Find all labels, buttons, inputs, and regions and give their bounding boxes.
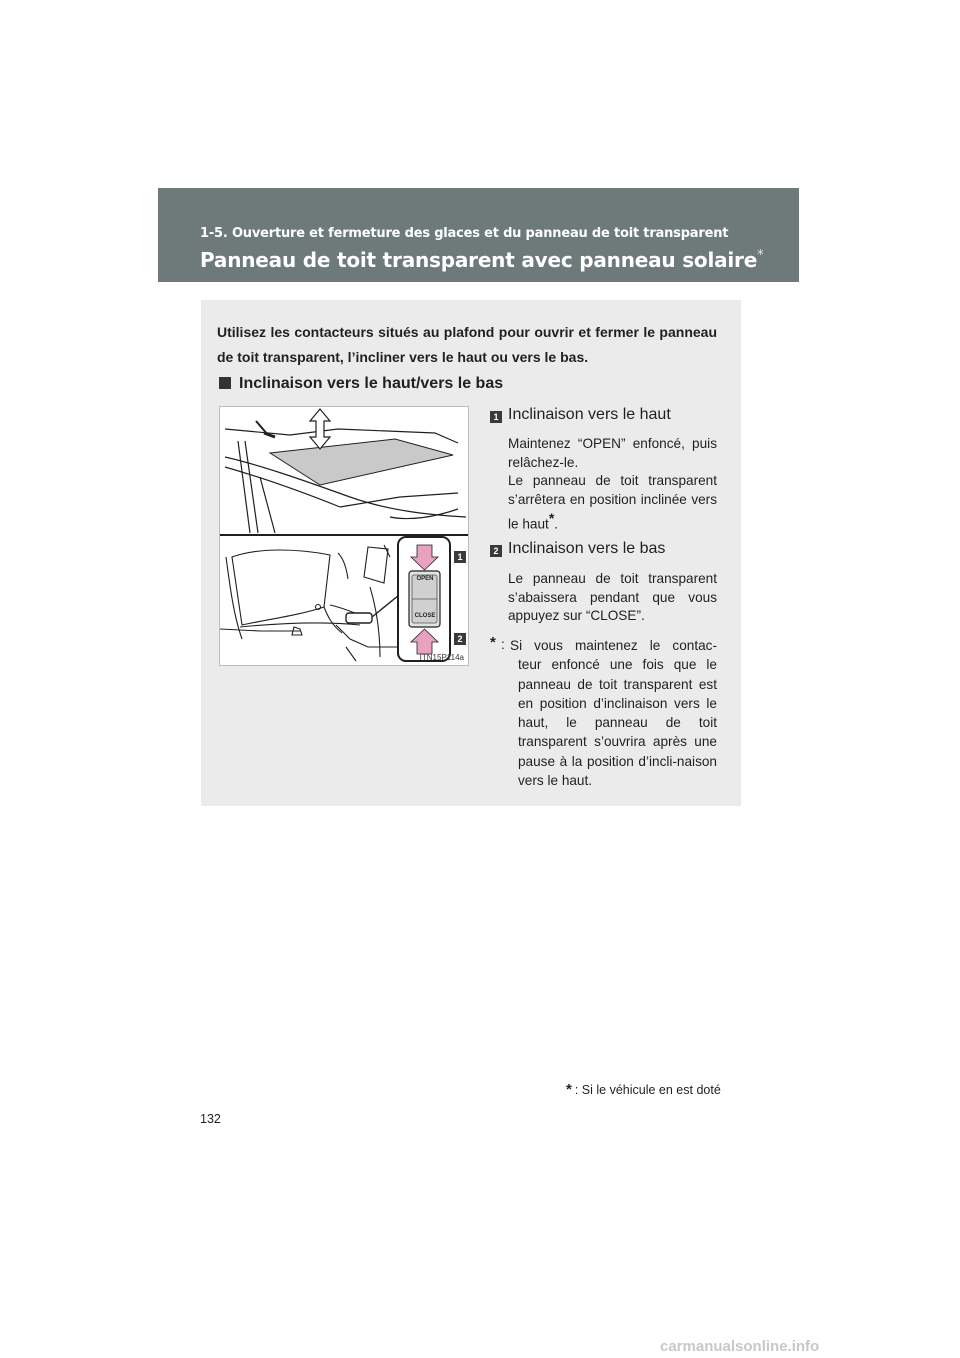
watermark: carmanualsonline.info (660, 1338, 820, 1355)
step-2-heading: Inclinaison vers le bas (508, 540, 666, 557)
step-1-marker: * (548, 510, 555, 526)
step-1-heading: Inclinaison vers le haut (508, 406, 671, 423)
section-header (158, 188, 799, 282)
page-title (200, 248, 763, 272)
note-marker: * (490, 634, 496, 651)
square-bullet-icon (219, 377, 231, 389)
footnote (566, 1081, 721, 1098)
note-rest: teur enfoncé une fois que le panneau de toit transparent est en position d’inclinaison vers le haut, le panneau de toit transparent s’ouvrira après une pause à la position d’incli-naison vers le haut. (518, 657, 717, 789)
open-label: OPEN (416, 576, 434, 582)
step-2-number: 2 (490, 545, 502, 557)
figure-code: ITN15P114a (419, 653, 464, 662)
sub-heading-text: Inclinaison vers le haut/vers le bas (239, 375, 504, 392)
note-colon: : (501, 637, 505, 652)
car-roof-illustration (220, 407, 468, 665)
note-text (510, 636, 717, 790)
title-marker: * (757, 248, 764, 263)
footnote-text: : Si le véhicule en est doté (574, 1083, 721, 1097)
content-panel (201, 300, 741, 806)
callout-1-box: 1 (454, 551, 466, 563)
page-title-text: Panneau de toit transparent avec panneau solaire (200, 248, 758, 272)
section-title: 1-5. Ouverture et fermeture des glaces et du panneau de toit transparent (200, 226, 729, 241)
step-1-number: 1 (490, 411, 502, 423)
step-1-line-2: Le panneau de toit transparent s’arrêtera en position inclinée vers le haut (508, 473, 717, 532)
step-1-line-1: Maintenez “OPEN” enfoncé, puis relâchez-le. (508, 436, 717, 470)
illustration (219, 406, 469, 666)
page-number: 132 (200, 1112, 221, 1126)
note-first-line: Si vous maintenez le contac- (510, 638, 717, 653)
intro-text: Utilisez les contacteurs situés au plafond pour ouvrir et fermer le panneau de toit transparent, l’incliner vers le haut ou vers le bas. (217, 324, 717, 365)
footnote-marker: * (566, 1081, 572, 1098)
close-label: CLOSE (414, 613, 436, 619)
callout-2-box: 2 (454, 633, 466, 645)
step-2-text: Le panneau de toit transparent s’abaissera pendant que vous appuyez sur “CLOSE”. (508, 571, 717, 623)
sub-heading (219, 375, 503, 393)
step-1-text: Maintenez “OPEN” enfoncé, puis relâchez-le. Le panneau de toit transparent s’arrêtera en position inclinée vers le haut*. (508, 436, 717, 532)
